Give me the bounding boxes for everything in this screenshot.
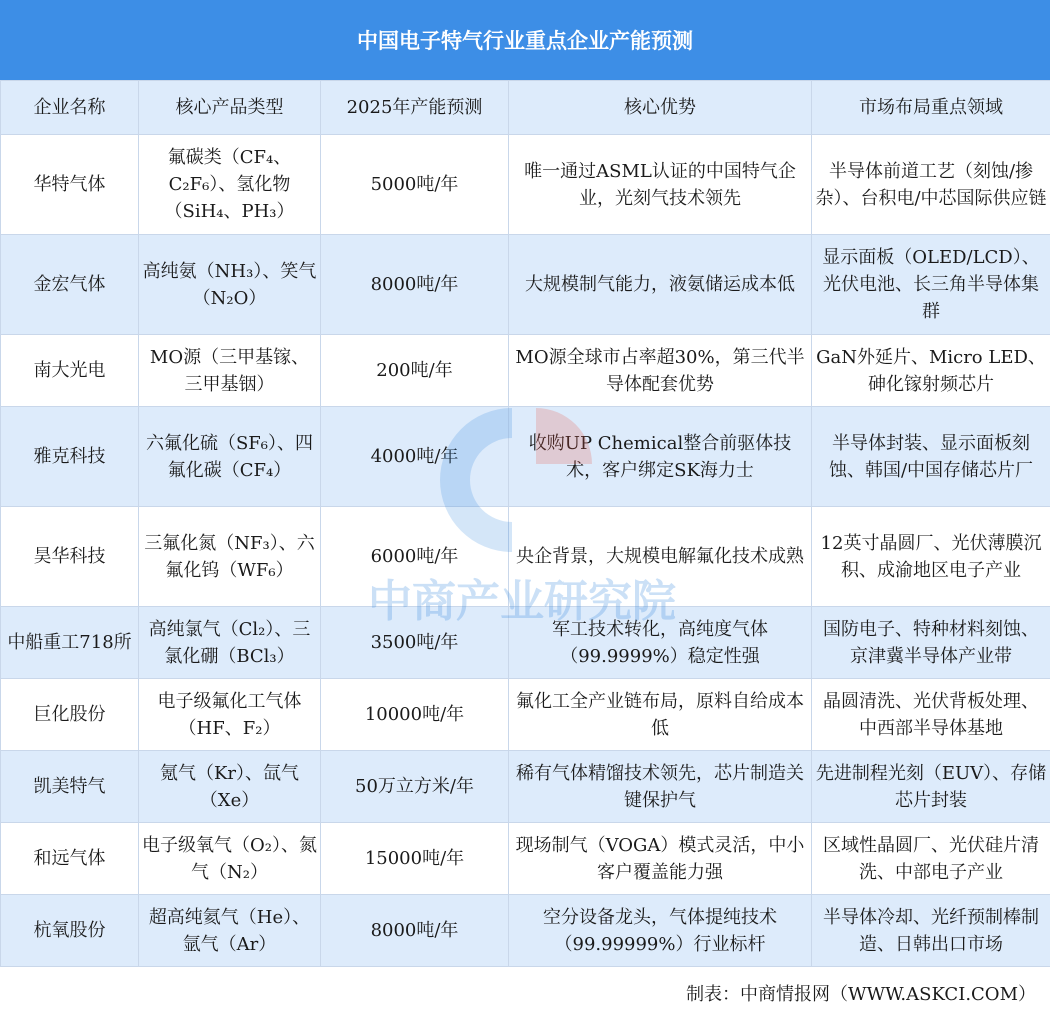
cell-company: 杭氧股份: [1, 895, 139, 967]
table-row: [1, 507, 1050, 607]
cell-company: 中船重工718所: [1, 607, 139, 679]
cell-advantage: 空分设备龙头，气体提纯技术（99.99999%）行业标杆: [509, 895, 812, 967]
cell-market: GaN外延片、Micro LED、砷化镓射频芯片: [812, 335, 1050, 407]
cell-products: 电子级氧气（O₂）、氮气（N₂）: [139, 823, 321, 895]
cell-advantage: 大规模制气能力，液氨储运成本低: [509, 235, 812, 335]
header-market: 市场布局重点领域: [812, 81, 1050, 135]
cell-advantage: 收购UP Chemical整合前驱体技术，客户绑定SK海力士: [509, 407, 812, 507]
cell-capacity: 15000吨/年: [321, 823, 509, 895]
table-row: [1, 607, 1050, 679]
cell-capacity: 200吨/年: [321, 335, 509, 407]
cell-advantage: 稀有气体精馏技术领先，芯片制造关键保护气: [509, 751, 812, 823]
table-footer: [0, 966, 1050, 1019]
header-capacity: 2025年产能预测: [321, 81, 509, 135]
header-products: 核心产品类型: [139, 81, 321, 135]
cell-market: 半导体前道工艺（刻蚀/掺杂）、台积电/中芯国际供应链: [812, 135, 1050, 235]
cell-capacity: 8000吨/年: [321, 235, 509, 335]
cell-advantage: 唯一通过ASML认证的中国特气企业，光刻气技术领先: [509, 135, 812, 235]
table-row: [1, 235, 1050, 335]
cell-company: 华特气体: [1, 135, 139, 235]
header-company: 企业名称: [1, 81, 139, 135]
cell-advantage: 氟化工全产业链布局，原料自给成本低: [509, 679, 812, 751]
cell-advantage: 央企背景，大规模电解氟化技术成熟: [509, 507, 812, 607]
cell-company: 昊华科技: [1, 507, 139, 607]
cell-advantage: 现场制气（VOGA）模式灵活，中小客户覆盖能力强: [509, 823, 812, 895]
table-row: [1, 895, 1050, 967]
cell-products: 高纯氯气（Cl₂）、三氯化硼（BCl₃）: [139, 607, 321, 679]
cell-products: 高纯氨（NH₃）、笑气（N₂O）: [139, 235, 321, 335]
watermark-text: 中商产业研究院: [368, 576, 676, 627]
table-title: 中国电子特气行业重点企业产能预测: [0, 0, 1050, 80]
cell-products: 电子级氟化工气体（HF、F₂）: [139, 679, 321, 751]
cell-products: 氪气（Kr）、氙气（Xe）: [139, 751, 321, 823]
cell-capacity: 50万立方米/年: [321, 751, 509, 823]
cell-capacity: 5000吨/年: [321, 135, 509, 235]
cell-capacity: 10000吨/年: [321, 679, 509, 751]
cell-company: 巨化股份: [1, 679, 139, 751]
cell-products: MO源（三甲基镓、三甲基铟）: [139, 335, 321, 407]
header-row: [1, 81, 1050, 135]
cell-company: 和远气体: [1, 823, 139, 895]
cell-company: 凯美特气: [1, 751, 139, 823]
table-row: [1, 135, 1050, 235]
cell-products: 氟碳类（CF₄、C₂F₆）、氢化物（SiH₄、PH₃）: [139, 135, 321, 235]
table-row: [1, 679, 1050, 751]
table-row: [1, 751, 1050, 823]
cell-products: 三氟化氮（NF₃）、六氟化钨（WF₆）: [139, 507, 321, 607]
source-note: 制表：中商情报网（WWW.ASKCI.COM）: [686, 983, 1036, 1005]
cell-market: 半导体封装、显示面板刻蚀、韩国/中国存储芯片厂: [812, 407, 1050, 507]
cell-market: 先进制程光刻（EUV）、存储芯片封装: [812, 751, 1050, 823]
cell-market: 晶圆清洗、光伏背板处理、中西部半导体基地: [812, 679, 1050, 751]
cell-company: 南大光电: [1, 335, 139, 407]
cell-market: 12英寸晶圆厂、光伏薄膜沉积、成渝地区电子产业: [812, 507, 1050, 607]
cell-capacity: 6000吨/年: [321, 507, 509, 607]
cell-capacity: 8000吨/年: [321, 895, 509, 967]
cell-company: 雅克科技: [1, 407, 139, 507]
cell-products: 超高纯氦气（He）、氩气（Ar）: [139, 895, 321, 967]
cell-capacity: 4000吨/年: [321, 407, 509, 507]
table-row: [1, 335, 1050, 407]
cell-market: 显示面板（OLED/LCD）、光伏电池、长三角半导体集群: [812, 235, 1050, 335]
table-row: [1, 407, 1050, 507]
cell-company: 金宏气体: [1, 235, 139, 335]
cell-advantage: MO源全球市占率超30%，第三代半导体配套优势: [509, 335, 812, 407]
cell-market: 国防电子、特种材料刻蚀、京津冀半导体产业带: [812, 607, 1050, 679]
table-row: [1, 823, 1050, 895]
header-advantage: 核心优势: [509, 81, 812, 135]
cell-market: 半导体冷却、光纤预制棒制造、日韩出口市场: [812, 895, 1050, 967]
enterprise-table: [0, 80, 1050, 967]
cell-products: 六氟化硫（SF₆）、四氟化碳（CF₄）: [139, 407, 321, 507]
cell-advantage: 军工技术转化，高纯度气体（99.9999%）稳定性强: [509, 607, 812, 679]
cell-market: 区域性晶圆厂、光伏硅片清洗、中部电子产业: [812, 823, 1050, 895]
cell-capacity: 3500吨/年: [321, 607, 509, 679]
